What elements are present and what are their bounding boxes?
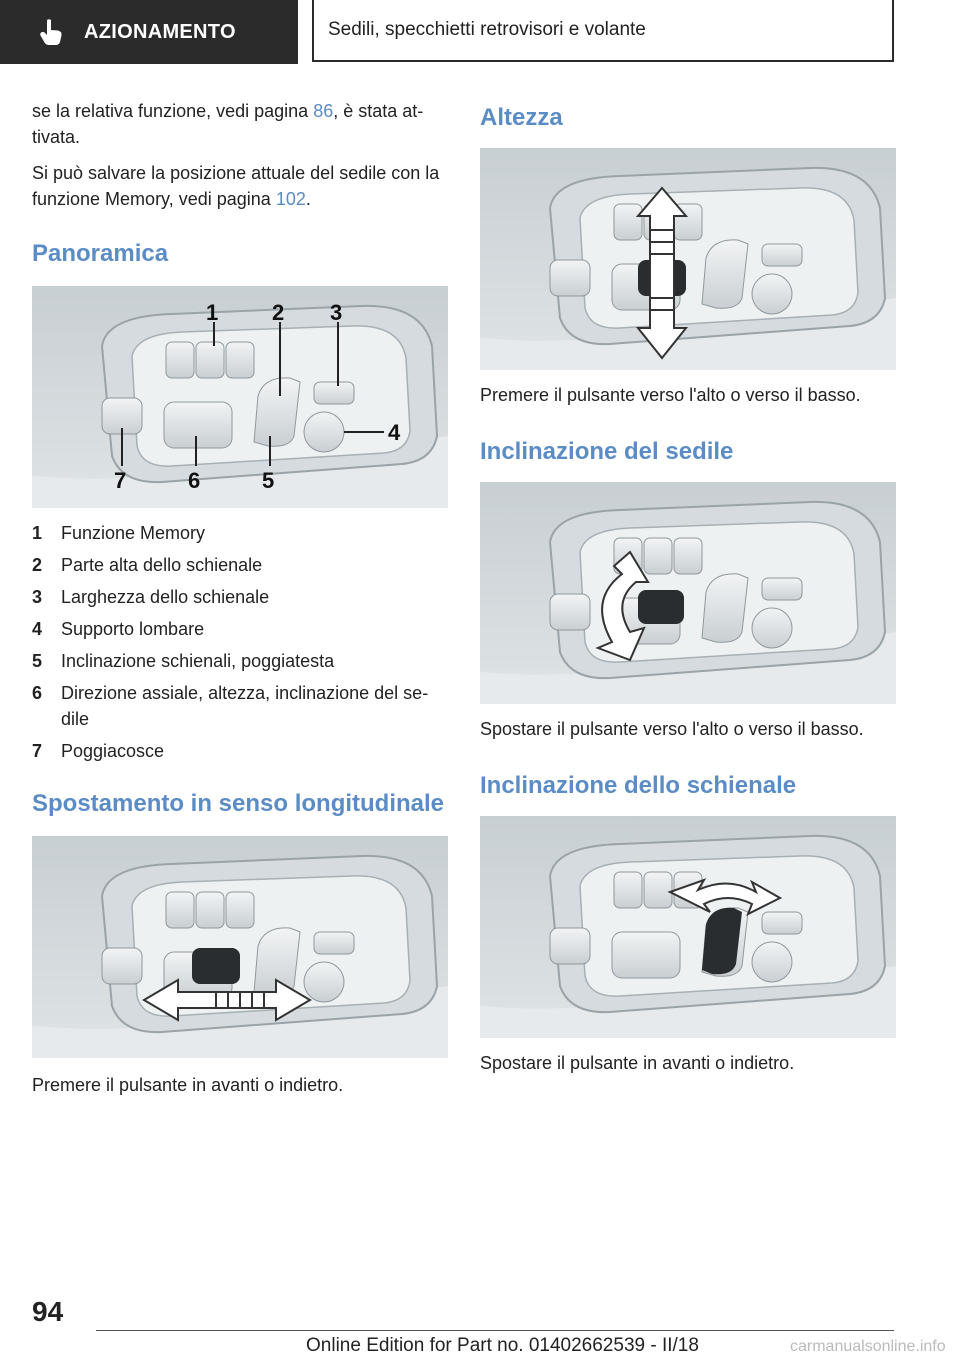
page-link-86[interactable]: 86 [313,101,334,121]
intro-paragraph-1: se la relativa funzione, vedi pagina 86, è stata at‐ tivata. [32,101,424,147]
section-title: AZIONAMENTO [84,20,236,43]
watermark: carmanualsonline.info [790,1338,946,1355]
height-instruction: Premere il pulsante verso l'alto o verso il basso. [480,385,861,405]
height-adjustment-image [480,148,896,370]
callout-2: 2 [272,300,285,325]
legend-list [32,520,448,764]
legend-item: 7 Poggiacosce [32,741,165,761]
longitudinal-instruction: Premere il pulsante in avanti o indietro. [32,1075,344,1095]
callout-1: 1 [206,300,219,325]
legend-item: 2 Parte alta dello schienale [32,555,263,575]
legend-item: 6 Direzione assiale, altezza, inclinazione del se‐ dile [32,683,429,729]
seat-tilt-image [480,482,896,704]
heading-backrest-tilt: Inclinazione dello schienale [480,772,797,799]
header-section-tab [0,0,298,64]
intro-paragraph-2: Si può salvare la posizione attuale del sedile con la funzione Memory, vedi pagina 102. [32,163,440,209]
heading-longitudinal: Spostamento in senso longitudinale [32,790,445,817]
heading-height: Altezza [480,104,563,131]
legend-item: 4 Supporto lombare [32,619,205,639]
backrest-tilt-image [480,816,896,1038]
heading-seat-tilt: Inclinazione del sedile [480,438,734,465]
footer-divider [96,1330,894,1331]
longitudinal-adjustment-image [32,836,448,1058]
legend-item: 3 Larghezza dello schienale [32,587,270,607]
callout-7: 7 [114,468,127,493]
seat-tilt-instruction: Spostare il pulsante verso l'alto o verso il basso. [480,719,864,739]
page-link-102[interactable]: 102 [275,189,306,209]
legend-item: 1 Funzione Memory [32,523,206,543]
backrest-tilt-instruction: Spostare il pulsante in avanti o indietro. [480,1053,795,1073]
callout-6: 6 [188,468,201,493]
right-column [480,104,896,1086]
callout-5: 5 [262,468,275,493]
left-column [32,98,448,1108]
page-number: 94 [32,1296,64,1327]
callout-4: 4 [388,420,401,445]
header-chapter-box [312,0,894,62]
hand-pointer-icon [36,17,66,47]
chapter-title: Sedili, specchietti retrovisori e volante [328,19,646,40]
heading-overview: Panoramica [32,240,169,267]
callout-3: 3 [330,300,343,325]
legend-item: 5 Inclinazione schienali, poggiatesta [32,651,335,671]
seat-controls-overview-image [32,286,448,508]
footer-edition: Online Edition for Part no. 01402662539 - II/18 [306,1335,699,1356]
